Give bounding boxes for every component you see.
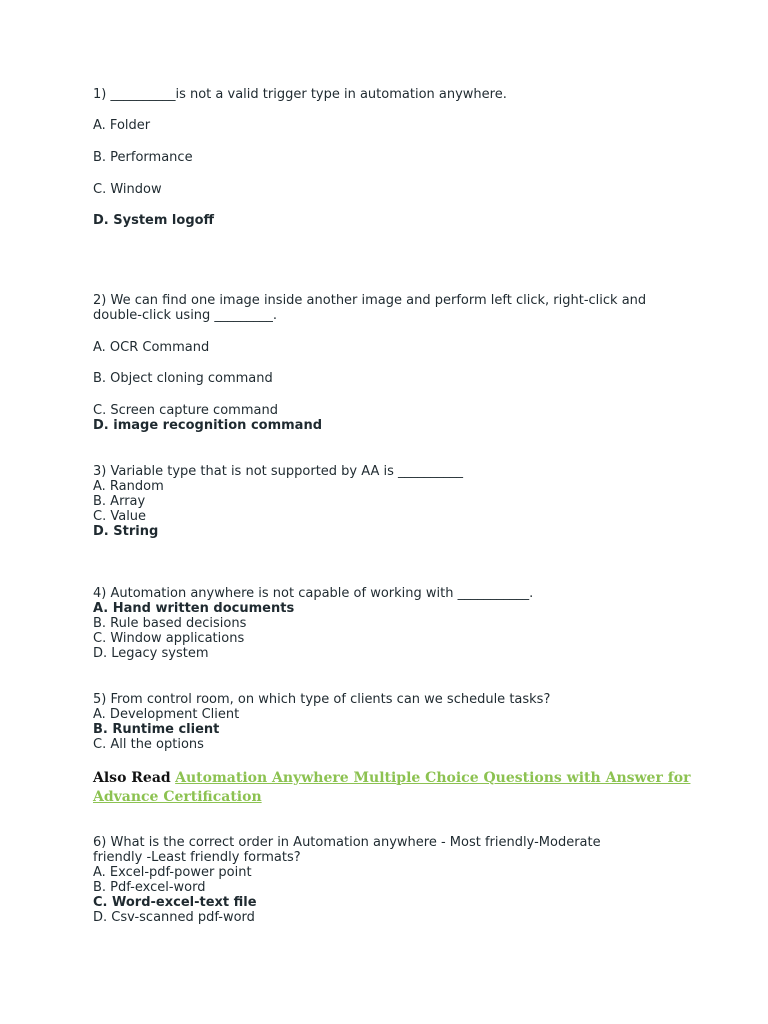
question-1-option-b: B. Performance	[93, 150, 193, 165]
question-3-option-d-answer: D. String	[93, 524, 159, 539]
question-2-text-line1: 2) We can find one image inside another image and perform left click, right-click and	[93, 293, 647, 308]
question-6-option-b: B. Pdf-excel-word	[93, 880, 206, 895]
question-2-option-b: B. Object cloning command	[93, 371, 273, 386]
question-3-text: 3) Variable type that is not supported by AA is __________	[93, 464, 464, 479]
question-5-option-c: C. All the options	[93, 737, 204, 752]
question-3-option-a: A. Random	[93, 479, 164, 494]
question-3-option-c: C. Value	[93, 509, 147, 524]
question-5-text: 5) From control room, on which type of clients can we schedule tasks?	[93, 692, 551, 707]
question-6-option-a: A. Excel-pdf-power point	[93, 865, 252, 880]
question-2-option-a: A. OCR Command	[93, 340, 210, 355]
question-5-option-a: A. Development Client	[93, 707, 240, 722]
question-4-option-a-answer: A. Hand written documents	[93, 601, 295, 616]
question-6-text-line1: 6) What is the correct order in Automation anywhere - Most friendly-Moderate	[93, 835, 601, 850]
question-1-text: 1) __________is not a valid trigger type in automation anywhere.	[93, 87, 507, 102]
question-5-option-b-answer: B. Runtime client	[93, 722, 220, 737]
question-1-option-c: C. Window	[93, 182, 162, 197]
question-1-option-d-answer: D. System logoff	[93, 213, 215, 228]
question-1-option-a: A. Folder	[93, 118, 151, 133]
question-4-text: 4) Automation anywhere is not capable of working with ___________.	[93, 586, 534, 601]
question-6-option-d: D. Csv-scanned pdf-word	[93, 910, 255, 925]
also-read-block	[93, 769, 693, 807]
question-3-option-b: B. Array	[93, 494, 146, 509]
question-4-option-b: B. Rule based decisions	[93, 616, 247, 631]
question-2-option-c: C. Screen capture command	[93, 403, 278, 418]
question-4-option-c: C. Window applications	[93, 631, 245, 646]
also-read-label: Also Read	[93, 770, 171, 786]
also-read-link[interactable]: Automation Anywhere Multiple Choice Questions with Answer for Advance Certification	[93, 770, 691, 805]
question-2-option-d-answer: D. image recognition command	[93, 418, 323, 433]
question-6-text-line2: friendly -Least friendly formats?	[93, 850, 301, 865]
question-4-option-d: D. Legacy system	[93, 646, 209, 661]
question-2-text-line2: double-click using _________.	[93, 308, 278, 323]
question-6-option-c-answer: C. Word-excel-text file	[93, 895, 257, 910]
